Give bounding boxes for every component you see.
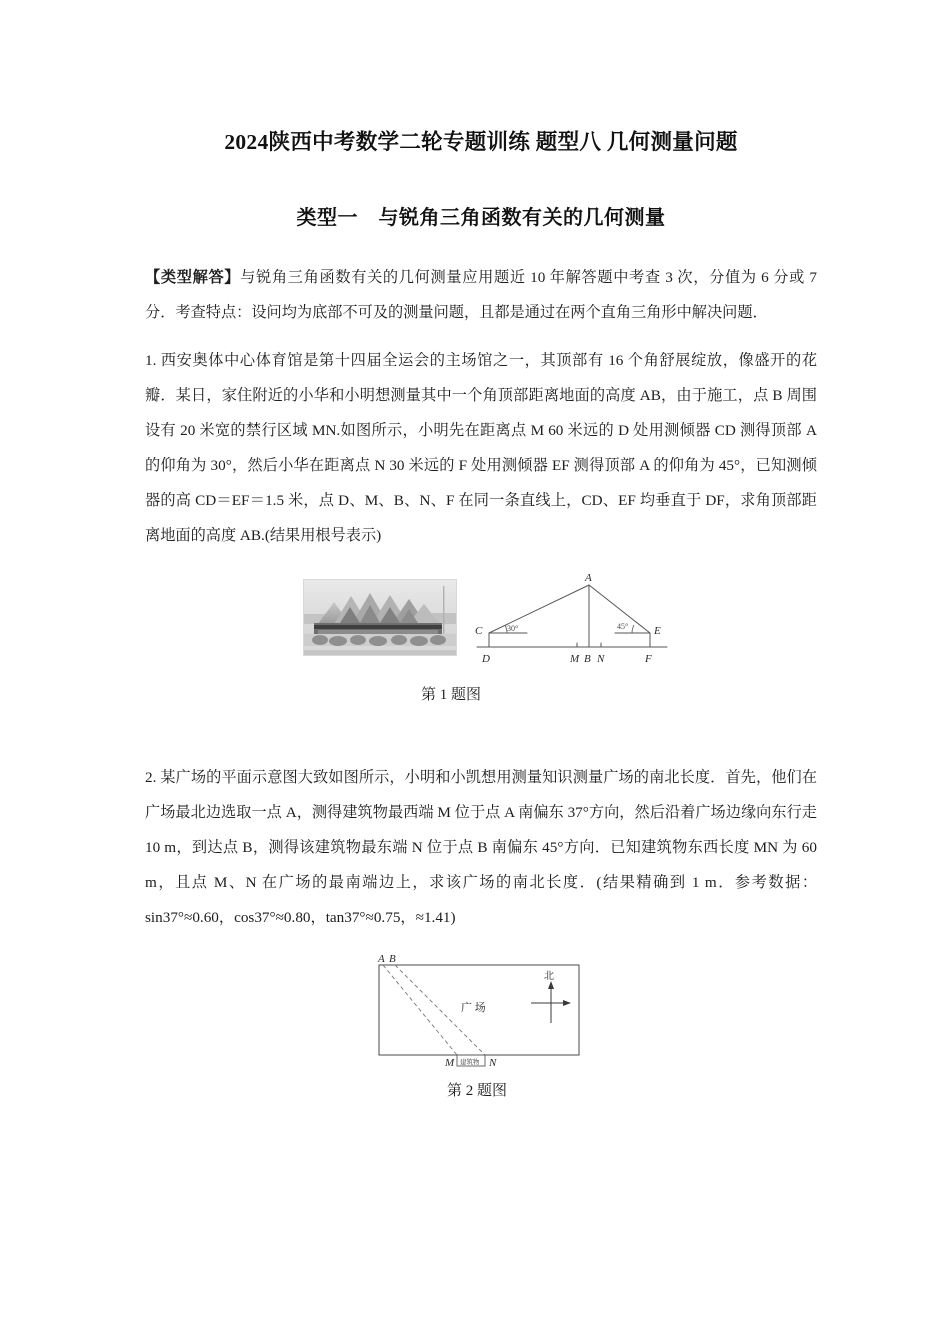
diagram2-label-north: 北	[544, 971, 554, 983]
diagram2-label-M: M	[445, 1057, 455, 1068]
diagram1-label-F: F	[645, 653, 652, 666]
diagram2-label-A: A	[378, 953, 385, 966]
question-2-figure-row	[145, 949, 817, 1067]
diagram2-label-plaza: 广 场	[461, 1002, 486, 1015]
diagram1-label-C: C	[475, 625, 483, 638]
question-1-paragraph	[145, 330, 817, 553]
question-1-figure	[145, 571, 817, 704]
question-2-figure	[145, 949, 817, 1100]
diagram1-label-N: N	[597, 653, 605, 666]
triangle-diagram	[467, 571, 677, 672]
diagram2-label-B: B	[389, 953, 396, 966]
diagram1-label-D: D	[482, 653, 490, 666]
type-analysis-text: 与锐角三角函数有关的几何测量应用题近 10 年解答题中考查 3 次，分值为 6 分或 7 分．考查特点：设问均为底部不可及的测量问题，且都是通过在两个直角三角形中解决问题．	[145, 269, 818, 322]
question-1-figure-row	[145, 571, 817, 667]
section-title: 类型一 与锐角三角函数有关的几何测量	[296, 207, 666, 230]
plaza-diagram	[363, 949, 601, 1072]
type-analysis-label: 【类型解答】	[145, 269, 241, 287]
question-2-text: 某广场的平面示意图大致如图所示，小明和小凯想用测量知识测量广场的南北长度．首先，他们在广场最北边选取一点 A，测得建筑物最西端 M 位于点 A 南偏东 37°方向，然后沿着广场边缘向东行走 10 m，到达点 B，测得该建筑物最东端 N 位于点 B 南偏东 45°方向．已知建筑物东西长度 MN 为 60 m，且点 M、N 在广场的最南端边上，求该广场的南北长度．(结果精确到 1 m．参考数据：sin37°≈0.60，cos37°≈0.80，tan37°≈0.75，≈1.41)	[145, 769, 818, 927]
diagram1-label-E: E	[654, 625, 661, 638]
diagram1-angle-left: 30°	[507, 624, 519, 634]
diagram2-label-N: N	[489, 1057, 497, 1068]
question-1-number: 1.	[145, 352, 157, 370]
diagram1-label-A: A	[585, 572, 592, 585]
type-analysis-paragraph	[145, 230, 817, 330]
question-2-number: 2.	[145, 769, 157, 787]
question-1-figure-caption: 第 1 题图	[420, 687, 481, 704]
diagram1-angle-right: 45°	[617, 622, 629, 632]
diagram1-label-M: M	[570, 653, 580, 666]
question-2-paragraph	[145, 760, 817, 935]
question-2-figure-caption: 第 2 题图	[446, 1083, 507, 1100]
spacer	[145, 704, 817, 760]
diagram2-label-building: 建筑物	[460, 1059, 480, 1067]
diagram1-label-B: B	[584, 653, 591, 666]
stadium-photo	[303, 579, 457, 656]
document-content	[145, 0, 817, 1100]
question-1-text: 西安奥体中心体育馆是第十四届全运会的主场馆之一，其顶部有 16 个角舒展绽放，像盛开的花瓣．某日，家住附近的小华和小明想测量其中一个角顶部距离地面的高度 AB，由于施工，点 B 周围设有 20 米宽的禁行区域 MN.如图所示，小明先在距离点 M 60 米远的 D 处用测倾器 CD 测得顶部 A 的仰角为 30°，然后小华在距离点 N 30 米远的 F 处用测倾器 EF 测得顶部 A 的仰角为 45°，已知测倾器的高 CD＝EF＝1.5 米，点 D、M、B、N、F 在同一条直线上，CD、EF 均垂直于 DF，求角顶部距离地面的高度 AB.(结果用根号表示)	[145, 352, 818, 545]
page-title: 2024陕西中考数学二轮专题训练 题型八 几何测量问题	[224, 130, 738, 154]
